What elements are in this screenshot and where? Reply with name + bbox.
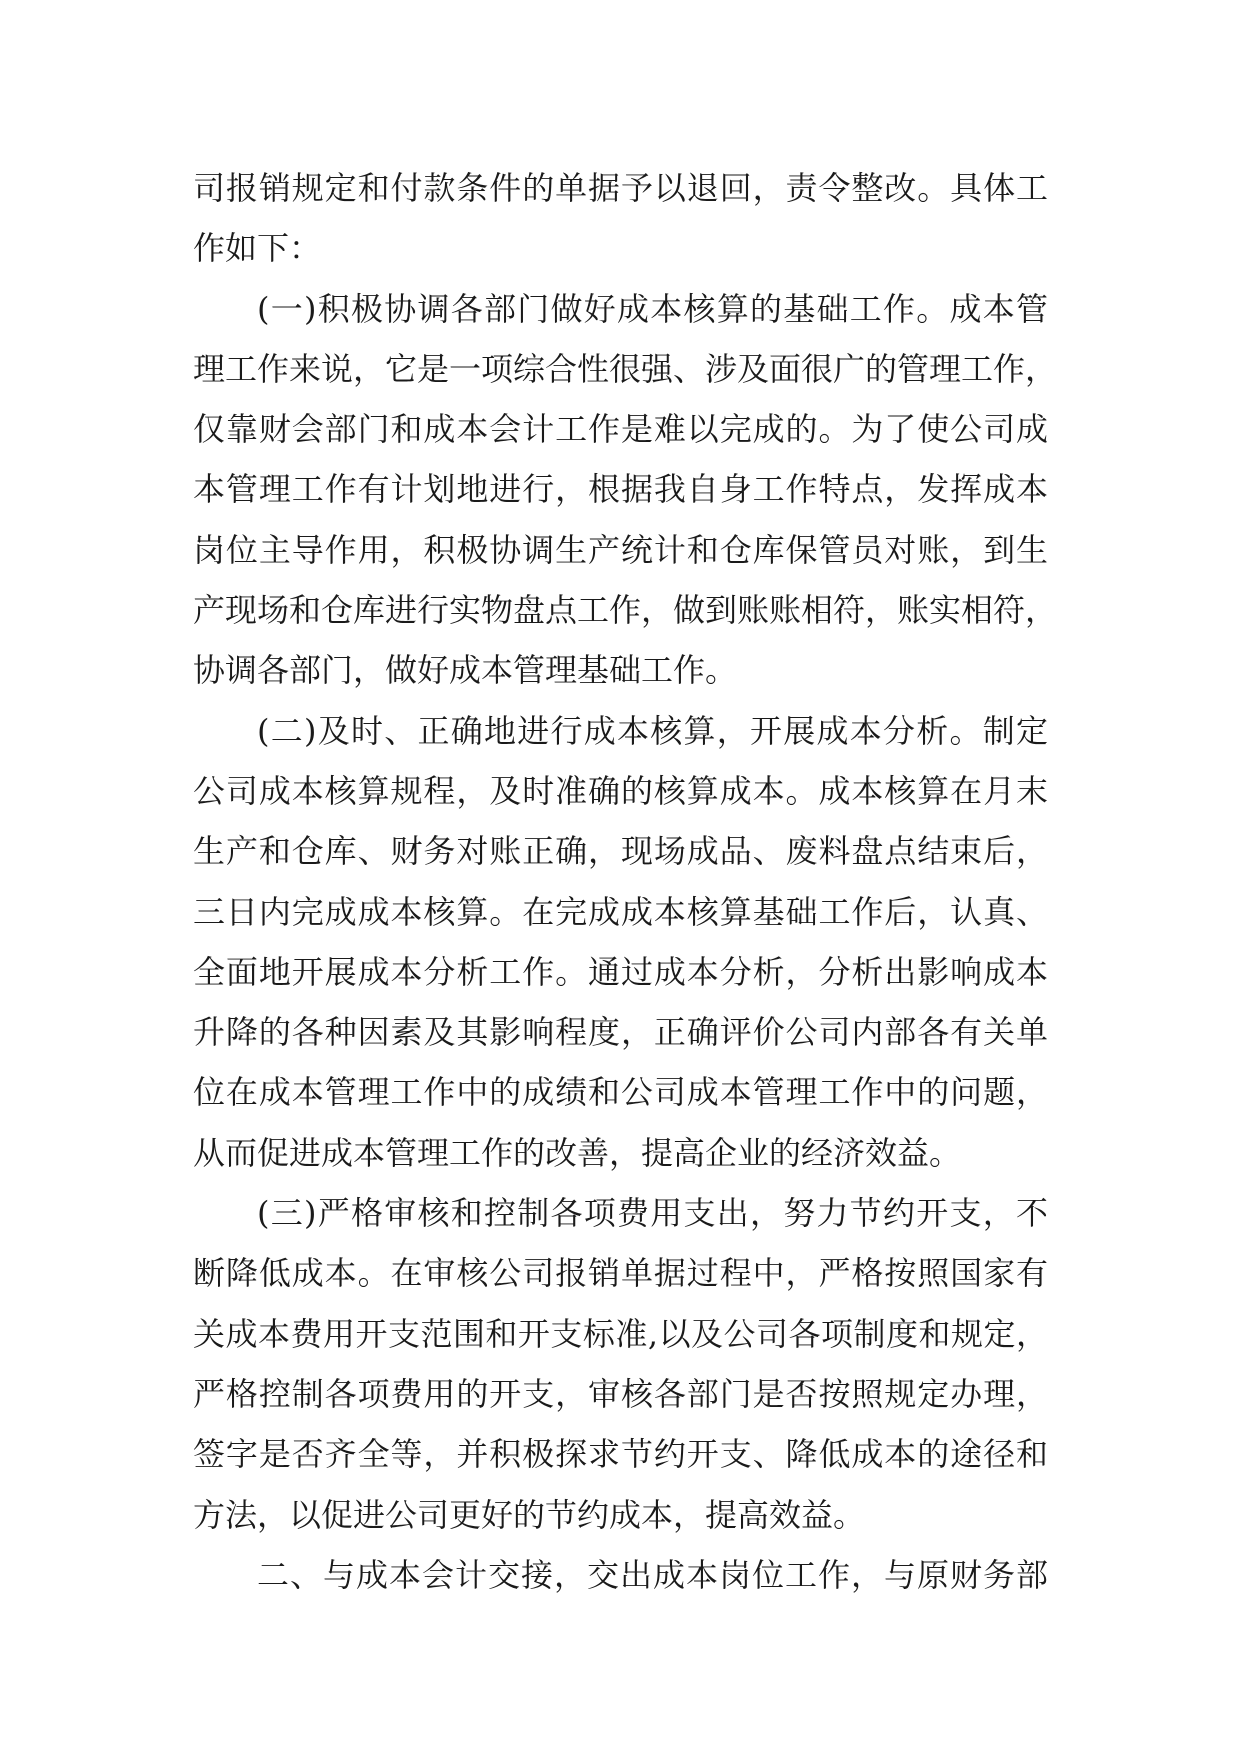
text-line: 位在成本管理工作中的成绩和公司成本管理工作中的问题， — [193, 1073, 1048, 1112]
text-line: 岗位主导作用，积极协调生产统计和仓库保管员对账，到生 — [193, 530, 1048, 569]
document-body — [193, 158, 1058, 1605]
text-line: 从而促进成本管理工作的改善，提高企业的经济效益。 — [193, 1133, 962, 1172]
text-line: 公司成本核算规程，及时准确的核算成本。成本核算在月末 — [193, 771, 1048, 810]
section-heading-2: 二、与成本会计交接，交出成本岗位工作，与原财务部 — [257, 1555, 1048, 1594]
text-line: 本管理工作有计划地进行，根据我自身工作特点，发挥成本 — [193, 470, 1048, 509]
text-line: 仅靠财会部门和成本会计工作是难以完成的。为了使公司成 — [193, 410, 1048, 449]
text-line: 司报销规定和付款条件的单据予以退回，责令整改。具体工 — [193, 169, 1048, 207]
text-line: 理工作来说，它是一项综合性很强、涉及面很广的管理工作， — [193, 349, 1058, 388]
text-line: 生产和仓库、财务对账正确，现场成品、废料盘点结束后， — [193, 832, 1048, 871]
text-line: 方法，以促进公司更好的节约成本，提高效益。 — [193, 1495, 866, 1534]
text-line: 断降低成本。在审核公司报销单据过程中，严格按照国家有 — [193, 1254, 1048, 1293]
text-line: 作如下： — [193, 229, 322, 268]
text-line: 签字是否齐全等，并积极探求节约开支、降低成本的途径和 — [193, 1435, 1048, 1474]
text-line: 协调各部门，做好成本管理基础工作。 — [193, 651, 738, 690]
text-line: 关成本费用开支范围和开支标准,以及公司各项制度和规定， — [193, 1314, 1048, 1353]
text-line: 三日内完成成本核算。在完成成本核算基础工作后，认真、 — [193, 892, 1048, 931]
text-line: 严格控制各项费用的开支，审核各部门是否按照规定办理， — [193, 1374, 1048, 1413]
paragraph-heading-2: (二)及时、正确地进行成本核算，开展成本分析。制定 — [257, 711, 1048, 750]
text-line: 升降的各种因素及其影响程度，正确评价公司内部各有关单 — [193, 1013, 1048, 1052]
text-line: 全面地开展成本分析工作。通过成本分析，分析出影响成本 — [193, 952, 1048, 991]
text-line: 产现场和仓库进行实物盘点工作，做到账账相符，账实相符， — [193, 591, 1058, 630]
paragraph-heading-3: (三)严格审核和控制各项费用支出，努力节约开支，不 — [257, 1194, 1048, 1233]
paragraph-heading-1: (一)积极协调各部门做好成本核算的基础工作。成本管 — [257, 289, 1048, 328]
